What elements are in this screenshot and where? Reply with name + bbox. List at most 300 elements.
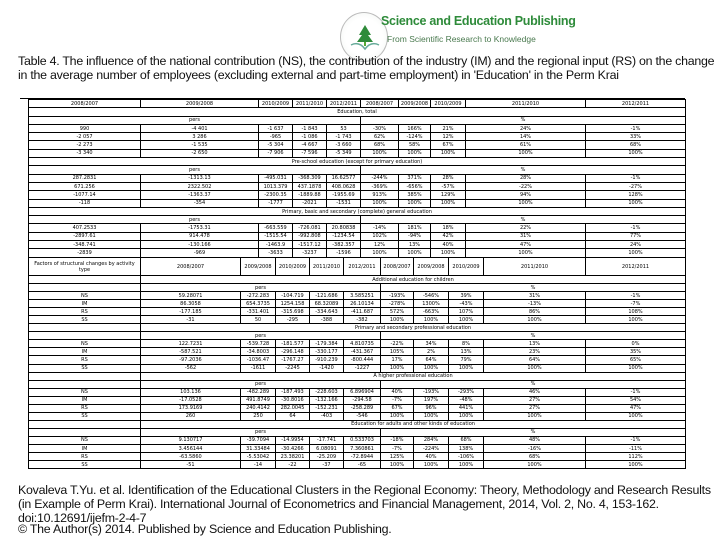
table-cell: 23.38201	[276, 453, 310, 461]
table-cell: -1463.9	[259, 241, 293, 249]
table-cell: 64	[276, 412, 310, 420]
table-cell: 22%	[466, 224, 586, 232]
table-cell: 64%	[484, 356, 586, 364]
table-cell: -1955.69	[327, 191, 361, 199]
table-cell: 107%	[449, 308, 484, 316]
table-cell: 100%	[361, 149, 399, 157]
table-cell: -482.289	[241, 388, 276, 396]
table-cell: -132.166	[310, 396, 344, 404]
publisher-name: Science and Education Publishing	[381, 14, 576, 28]
unit-row	[29, 332, 686, 340]
table-cell: 103.136	[141, 388, 241, 396]
table-cell: 26.10134	[344, 300, 381, 308]
table-cell: -25.209	[310, 453, 344, 461]
empty-cell	[29, 428, 141, 436]
column-header: 2010/2009	[431, 100, 466, 108]
table-cell: -1515.54	[259, 232, 293, 240]
unit-row	[29, 166, 686, 174]
table-cell: -1 535	[141, 141, 259, 149]
table-cell: 68%	[449, 436, 484, 444]
table-cell: -2021	[293, 199, 327, 207]
column-header: 2011/2010	[293, 100, 327, 108]
table-row	[29, 133, 686, 141]
table-cell: -296.148	[276, 348, 310, 356]
factor-label: RS	[29, 453, 141, 461]
table-cell: -30%	[361, 124, 399, 132]
table-cell: -1777	[259, 199, 293, 207]
table-cell: 1254.158	[276, 300, 310, 308]
table-cell: -7 596	[293, 149, 327, 157]
table-cell: -272.283	[241, 292, 276, 300]
table-cell: 27%	[484, 396, 586, 404]
table-cell: 100%	[586, 364, 686, 372]
factor-label: SS	[29, 461, 141, 469]
section-title: Primary and secondary professional education	[141, 324, 686, 332]
table-cell: -1%	[586, 292, 686, 300]
table-row	[29, 436, 686, 444]
table-cell: 408.0628	[327, 182, 361, 190]
table-cell: 86%	[484, 308, 586, 316]
table-cell: 33%	[586, 133, 686, 141]
table-cell: 23%	[484, 348, 586, 356]
unit-row	[29, 428, 686, 436]
table-cell: -2897.61	[29, 232, 141, 240]
table-cell: 441%	[449, 404, 484, 412]
table-cell: 385%	[399, 191, 431, 199]
table-cell: -1611	[241, 364, 276, 372]
table-row	[29, 191, 686, 199]
table-cell: 250	[241, 412, 276, 420]
table-cell: 105%	[381, 348, 414, 356]
table-cell: 0%	[586, 340, 686, 348]
table-cell: 173.9169	[141, 404, 241, 412]
table-cell: -1234.54	[327, 232, 361, 240]
table-cell: 18%	[431, 224, 466, 232]
section-title: Primary, basic and secondary (complete) general education	[29, 207, 686, 215]
column-header: 2011/2010	[466, 100, 586, 108]
table-cell: 100%	[399, 149, 431, 157]
table-cell: -130.166	[141, 241, 259, 249]
table-cell: 122.7231	[141, 340, 241, 348]
table-cell: -3 660	[327, 141, 361, 149]
publisher-tagline: From Scientific Research to Knowledge	[387, 34, 536, 44]
table-cell: 100%	[484, 412, 586, 420]
section-title-row	[29, 324, 686, 332]
table-row	[29, 356, 686, 364]
table-cell: 68%	[361, 141, 399, 149]
table-cell: -2245	[276, 364, 310, 372]
table-cell: -13%	[484, 300, 586, 308]
table-cell: -1%	[586, 124, 686, 132]
table-cell: 407.2533	[29, 224, 141, 232]
table-cell: 40%	[431, 241, 466, 249]
table-cell: -1%	[586, 174, 686, 182]
section-title: Education for adults and other kinds of education	[141, 420, 686, 428]
table-cell: 2322.502	[141, 182, 259, 190]
table-cell: -244%	[361, 174, 399, 182]
table-cell: -94%	[399, 232, 431, 240]
table-cell: -34.8003	[241, 348, 276, 356]
table-cell: 54%	[586, 396, 686, 404]
table-cell: 129%	[431, 191, 466, 199]
table-cell: -124%	[399, 133, 431, 141]
table-cell: -11%	[586, 444, 686, 452]
table-cell: 287.2831	[29, 174, 141, 182]
table-cell: 240.4142	[241, 404, 276, 412]
table-cell: -7%	[381, 396, 414, 404]
table-cell: 64%	[414, 356, 449, 364]
table-cell: -121.686	[310, 292, 344, 300]
table-cell: 913%	[361, 191, 399, 199]
table-cell: 166%	[399, 124, 431, 132]
table-cell: 14%	[466, 133, 586, 141]
table-cell: -1%	[586, 388, 686, 396]
table-cell: 100%	[399, 249, 431, 257]
empty-cell	[29, 332, 141, 340]
table-cell: 59.28071	[141, 292, 241, 300]
table-cell: 27%	[484, 404, 586, 412]
table-cell: 108%	[586, 308, 686, 316]
section-title-row	[29, 207, 686, 215]
table-cell: -30.4266	[276, 444, 310, 452]
table-row	[29, 316, 686, 324]
table-cell: 24%	[466, 124, 586, 132]
table-cell: -663.559	[259, 224, 293, 232]
table-cell: -411.687	[344, 308, 381, 316]
table-cell: -293%	[449, 388, 484, 396]
table-cell: -118	[29, 199, 141, 207]
table-cell: 100%	[381, 364, 414, 372]
table-cell: -726.081	[293, 224, 327, 232]
table-row	[29, 308, 686, 316]
unit-label: %	[361, 166, 686, 174]
table-cell: 8%	[449, 340, 484, 348]
table-cell: -348.741	[29, 241, 141, 249]
table-cell: -388	[310, 316, 344, 324]
table-row	[29, 404, 686, 412]
table-cell: 6.896904	[344, 388, 381, 396]
table-cell: -72.8944	[344, 453, 381, 461]
unit-row	[29, 284, 686, 292]
table-cell: -495.031	[259, 174, 293, 182]
table-cell: 100%	[431, 249, 466, 257]
column-header: 2012/2011	[344, 258, 381, 276]
citation: Kovaleva T.Yu. et al. Identification of the Educational Clusters in the Regional Economy: Theory, Methodology and Research Results (in Example of Perm Krai). International Journal of Econometrics and Financial Management, 2014, Vol. 2, No. 4, 153-162. doi:10.12691/ijefm-2-4-7	[18, 483, 711, 525]
table-cell: -1767.27	[276, 356, 310, 364]
table-cell: -431.367	[344, 348, 381, 356]
table-cell: -22%	[381, 340, 414, 348]
table-cell: -965	[259, 133, 293, 141]
table-cell: -1 086	[293, 133, 327, 141]
table-cell: 68.32089	[310, 300, 344, 308]
column-header: 2012/2011	[327, 100, 361, 108]
table-row	[29, 412, 686, 420]
table-cell: -22%	[466, 182, 586, 190]
unit-label: pers	[141, 284, 381, 292]
table-cell: 1300%	[414, 300, 449, 308]
column-header: Factors of structural changes by activity type	[29, 258, 141, 276]
table-cell: 46%	[484, 388, 586, 396]
table-cell: 67%	[381, 404, 414, 412]
factor-label: IM	[29, 444, 141, 452]
table-cell: 1013.379	[259, 182, 293, 190]
column-header: 2008/2007	[361, 100, 399, 108]
unit-label: pers	[29, 166, 361, 174]
table-cell: -3237	[293, 249, 327, 257]
unit-label: %	[381, 284, 686, 292]
table-cell: 62%	[361, 133, 399, 141]
table-cell: 13%	[449, 348, 484, 356]
factor-label: NS	[29, 388, 141, 396]
table-cell: -51	[141, 461, 241, 469]
unit-label: pers	[141, 428, 381, 436]
table-cell: 86.3058	[141, 300, 241, 308]
table-cell: -1889.88	[293, 191, 327, 199]
table-row	[29, 149, 686, 157]
table-cell: -22	[276, 461, 310, 469]
table-cell: -656%	[399, 182, 431, 190]
unit-label: %	[361, 216, 686, 224]
table-cell: 100%	[431, 199, 466, 207]
table-cell: 7.360861	[344, 444, 381, 452]
header-row	[29, 258, 686, 276]
table-cell: 100%	[361, 199, 399, 207]
table-cell: -562	[141, 364, 241, 372]
table-cell: 100%	[381, 316, 414, 324]
table-cell: -179.384	[310, 340, 344, 348]
table-cell: -18%	[381, 436, 414, 444]
table-cell: 39%	[449, 292, 484, 300]
table-cell: -30.8016	[276, 396, 310, 404]
unit-label: pers	[141, 380, 381, 388]
table-cell: 0.533703	[344, 436, 381, 444]
empty-cell	[29, 324, 141, 332]
table-cell: 12%	[361, 241, 399, 249]
table-cell: -331.401	[241, 308, 276, 316]
table-cell: -152.231	[310, 404, 344, 412]
table-cell: -3 340	[29, 149, 141, 157]
table-cell: -315.698	[276, 308, 310, 316]
table-cell: -3633	[259, 249, 293, 257]
column-header: 2012/2011	[586, 100, 686, 108]
table-row	[29, 300, 686, 308]
table-cell: -17.0528	[141, 396, 241, 404]
table-cell: -334.643	[310, 308, 344, 316]
table-cell: 100%	[381, 412, 414, 420]
factor-label: NS	[29, 292, 141, 300]
column-header: 2010/2009	[276, 258, 310, 276]
table-cell: 100%	[381, 461, 414, 469]
table-cell: 31%	[484, 292, 586, 300]
table-cell: -48%	[449, 396, 484, 404]
table-cell: -37	[310, 461, 344, 469]
table-cell: 125%	[381, 453, 414, 461]
table-cell: -31	[141, 316, 241, 324]
table-cell: -14.9954	[276, 436, 310, 444]
table-cell: -546	[344, 412, 381, 420]
unit-label: %	[381, 380, 686, 388]
tree-icon	[349, 23, 381, 53]
unit-row	[29, 216, 686, 224]
section-title-row	[29, 158, 686, 166]
table-cell: -2 057	[29, 133, 141, 141]
table-cell: -193%	[414, 388, 449, 396]
table-row	[29, 340, 686, 348]
table-cell: -5.53042	[241, 453, 276, 461]
column-header: 2009/2008	[141, 100, 259, 108]
table-part-2	[28, 257, 686, 469]
column-header: 2011/2010	[484, 258, 586, 276]
column-header: 2009/2008	[399, 100, 431, 108]
factor-label: IM	[29, 396, 141, 404]
table-cell: -4 401	[141, 124, 259, 132]
table-cell: -27%	[586, 182, 686, 190]
table-cell: 9.130717	[141, 436, 241, 444]
factor-label: NS	[29, 340, 141, 348]
table-cell: 21%	[431, 124, 466, 132]
table-cell: 100%	[586, 199, 686, 207]
table-caption: Table 4. The influence of the national contribution (NS), the contribution of the industry (IM) and the regional input (RS) on the change in the average number of employees (excluding external and part-time employment) in 'Education' in the Perm Krai	[18, 54, 715, 82]
table-cell: -193%	[381, 292, 414, 300]
table-cell: -2 273	[29, 141, 141, 149]
table-cell: 100%	[431, 149, 466, 157]
table-cell: 17%	[381, 356, 414, 364]
table-cell: -1363.37	[141, 191, 259, 199]
table-cell: 138%	[449, 444, 484, 452]
table-cell: 100%	[466, 149, 586, 157]
empty-cell	[29, 276, 141, 284]
table-cell: -187.493	[276, 388, 310, 396]
table-cell: 79%	[449, 356, 484, 364]
table-cell: 100%	[414, 364, 449, 372]
table-cell: -5 304	[259, 141, 293, 149]
table-cell: 100%	[586, 149, 686, 157]
table-row	[29, 182, 686, 190]
table-row	[29, 388, 686, 396]
table-cell: 100%	[414, 316, 449, 324]
table-cell: 100%	[414, 412, 449, 420]
table-cell: 100%	[399, 199, 431, 207]
table-cell: 12%	[431, 133, 466, 141]
header-row	[29, 100, 686, 108]
table-cell: 58%	[399, 141, 431, 149]
column-header: 2010/2009	[259, 100, 293, 108]
table-cell: 34%	[414, 340, 449, 348]
table-cell: 3.585251	[344, 292, 381, 300]
unit-row	[29, 380, 686, 388]
table-cell: -4 667	[293, 141, 327, 149]
table-cell: 6.08091	[310, 444, 344, 452]
table-cell: -39.7094	[241, 436, 276, 444]
table-cell: -1420	[310, 364, 344, 372]
table-cell: -1077.14	[29, 191, 141, 199]
table-cell: 128%	[586, 191, 686, 199]
section-title: Additional education for children	[141, 276, 686, 284]
table-cell: 48%	[484, 436, 586, 444]
table-cell: -278%	[381, 300, 414, 308]
table-cell: 20.80838	[327, 224, 361, 232]
factor-label: IM	[29, 300, 141, 308]
table-cell: -1%	[586, 224, 686, 232]
table-cell: -16%	[484, 444, 586, 452]
table-cell: 50	[241, 316, 276, 324]
table-cell: 491.8749	[241, 396, 276, 404]
table-cell: -1227	[344, 364, 381, 372]
table-cell: 24%	[586, 241, 686, 249]
table-cell: 96%	[414, 404, 449, 412]
unit-label: pers	[29, 116, 361, 124]
table-cell: -969	[141, 249, 259, 257]
table-cell: -2 650	[141, 149, 259, 157]
table-row	[29, 453, 686, 461]
empty-cell	[29, 372, 141, 380]
table-cell: -65	[344, 461, 381, 469]
table-cell: -354	[141, 199, 259, 207]
column-header: 2010/2009	[449, 258, 484, 276]
table-cell: 77%	[586, 232, 686, 240]
table-cell: 100%	[361, 249, 399, 257]
empty-cell	[29, 284, 141, 292]
table-cell: 68%	[484, 453, 586, 461]
table-cell: 100%	[586, 412, 686, 420]
table-cell: -43%	[449, 300, 484, 308]
table-cell: 3.456144	[141, 444, 241, 452]
table-cell: -295	[276, 316, 310, 324]
empty-cell	[29, 380, 141, 388]
table-cell: 31.33484	[241, 444, 276, 452]
table-cell: 100%	[449, 461, 484, 469]
section-title: Pre-school education (except for primary education)	[29, 158, 686, 166]
table-cell: -800.444	[344, 356, 381, 364]
table-row	[29, 348, 686, 356]
unit-label: %	[381, 428, 686, 436]
section-title-row	[29, 372, 686, 380]
table-cell: 100%	[484, 364, 586, 372]
table-cell: 112%	[586, 453, 686, 461]
table-cell: -369%	[361, 182, 399, 190]
table-cell: 65%	[586, 356, 686, 364]
unit-label: pers	[29, 216, 361, 224]
table-cell: -181.577	[276, 340, 310, 348]
table-row	[29, 199, 686, 207]
table-cell: -5 349	[327, 149, 361, 157]
table-cell: 13%	[484, 340, 586, 348]
table-cell: 260	[141, 412, 241, 420]
table-cell: -368.309	[293, 174, 327, 182]
column-header: 2008/2007	[381, 258, 414, 276]
table-cell: 181%	[399, 224, 431, 232]
table-cell: -382	[344, 316, 381, 324]
column-header: 2009/2008	[241, 258, 276, 276]
table-cell: 100%	[586, 249, 686, 257]
table-cell: -177.185	[141, 308, 241, 316]
table-row	[29, 461, 686, 469]
table-cell: 67%	[431, 141, 466, 149]
factor-label: NS	[29, 436, 141, 444]
table-cell: 197%	[414, 396, 449, 404]
table-cell: -910.239	[310, 356, 344, 364]
table-cell: -7%	[381, 444, 414, 452]
table-cell: 100%	[449, 412, 484, 420]
table-cell: 42%	[431, 232, 466, 240]
table-cell: 100%	[586, 316, 686, 324]
table-cell: 100%	[484, 316, 586, 324]
table-cell: -539.728	[241, 340, 276, 348]
table-cell: 102%	[361, 232, 399, 240]
table-cell: -546%	[414, 292, 449, 300]
table-cell: 40%	[381, 388, 414, 396]
table-row	[29, 292, 686, 300]
